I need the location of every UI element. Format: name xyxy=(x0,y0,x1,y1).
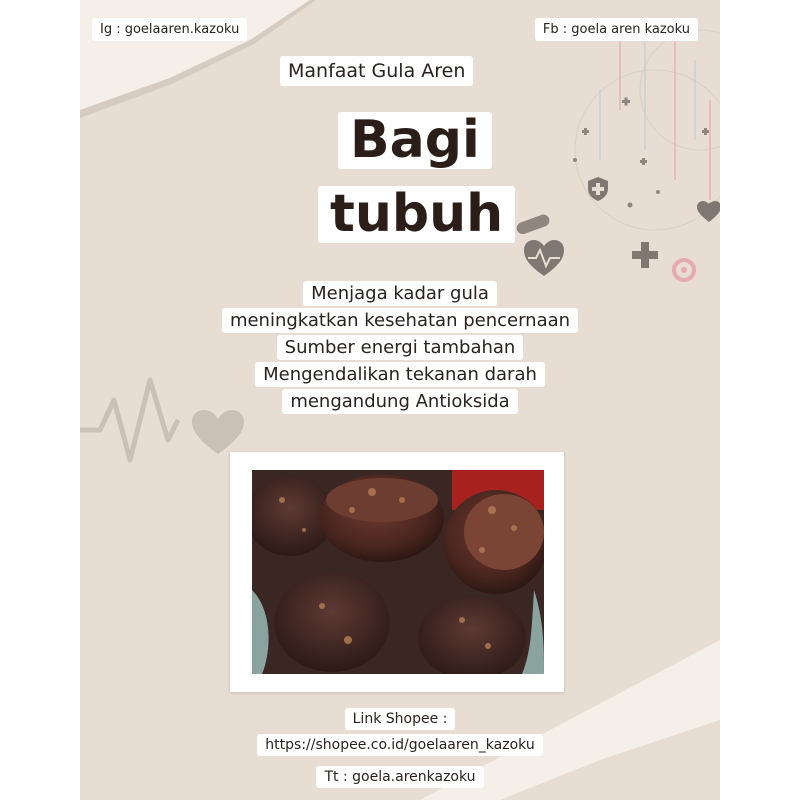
benefit-item: mengandung Antioksida xyxy=(282,389,517,414)
shield-cross-icon xyxy=(586,176,610,202)
benefit-item: Mengendalikan tekanan darah xyxy=(255,362,545,387)
benefits-list xyxy=(80,280,720,415)
benefit-item: meningkatkan kesehatan pencernaan xyxy=(222,308,578,333)
heart-pulse-icon xyxy=(522,238,566,278)
footer xyxy=(80,706,720,790)
plus-icon xyxy=(630,240,660,270)
medical-decoration xyxy=(480,0,720,300)
title-line-1: Bagi xyxy=(338,112,492,169)
benefit-item: Menjaga kadar gula xyxy=(303,281,497,306)
tiktok-handle: Tt : goela.arenkazoku xyxy=(316,766,483,788)
photo-frame xyxy=(230,452,564,692)
palm-sugar-photo xyxy=(252,470,544,674)
subtitle: Manfaat Gula Aren xyxy=(280,56,473,86)
benefit-item: Sumber energi tambahan xyxy=(277,335,524,360)
shopee-link[interactable]: https://shopee.co.id/goelaaren_kazoku xyxy=(257,734,542,756)
title-line-2: tubuh xyxy=(318,186,515,243)
poster xyxy=(80,0,720,800)
instagram-handle: Ig : goelaaren.kazoku xyxy=(92,18,247,41)
capsule-icon xyxy=(514,214,554,234)
shopee-link-label: Link Shopee : xyxy=(345,708,456,730)
heart-icon xyxy=(696,200,720,224)
facebook-handle: Fb : goela aren kazoku xyxy=(535,18,698,41)
